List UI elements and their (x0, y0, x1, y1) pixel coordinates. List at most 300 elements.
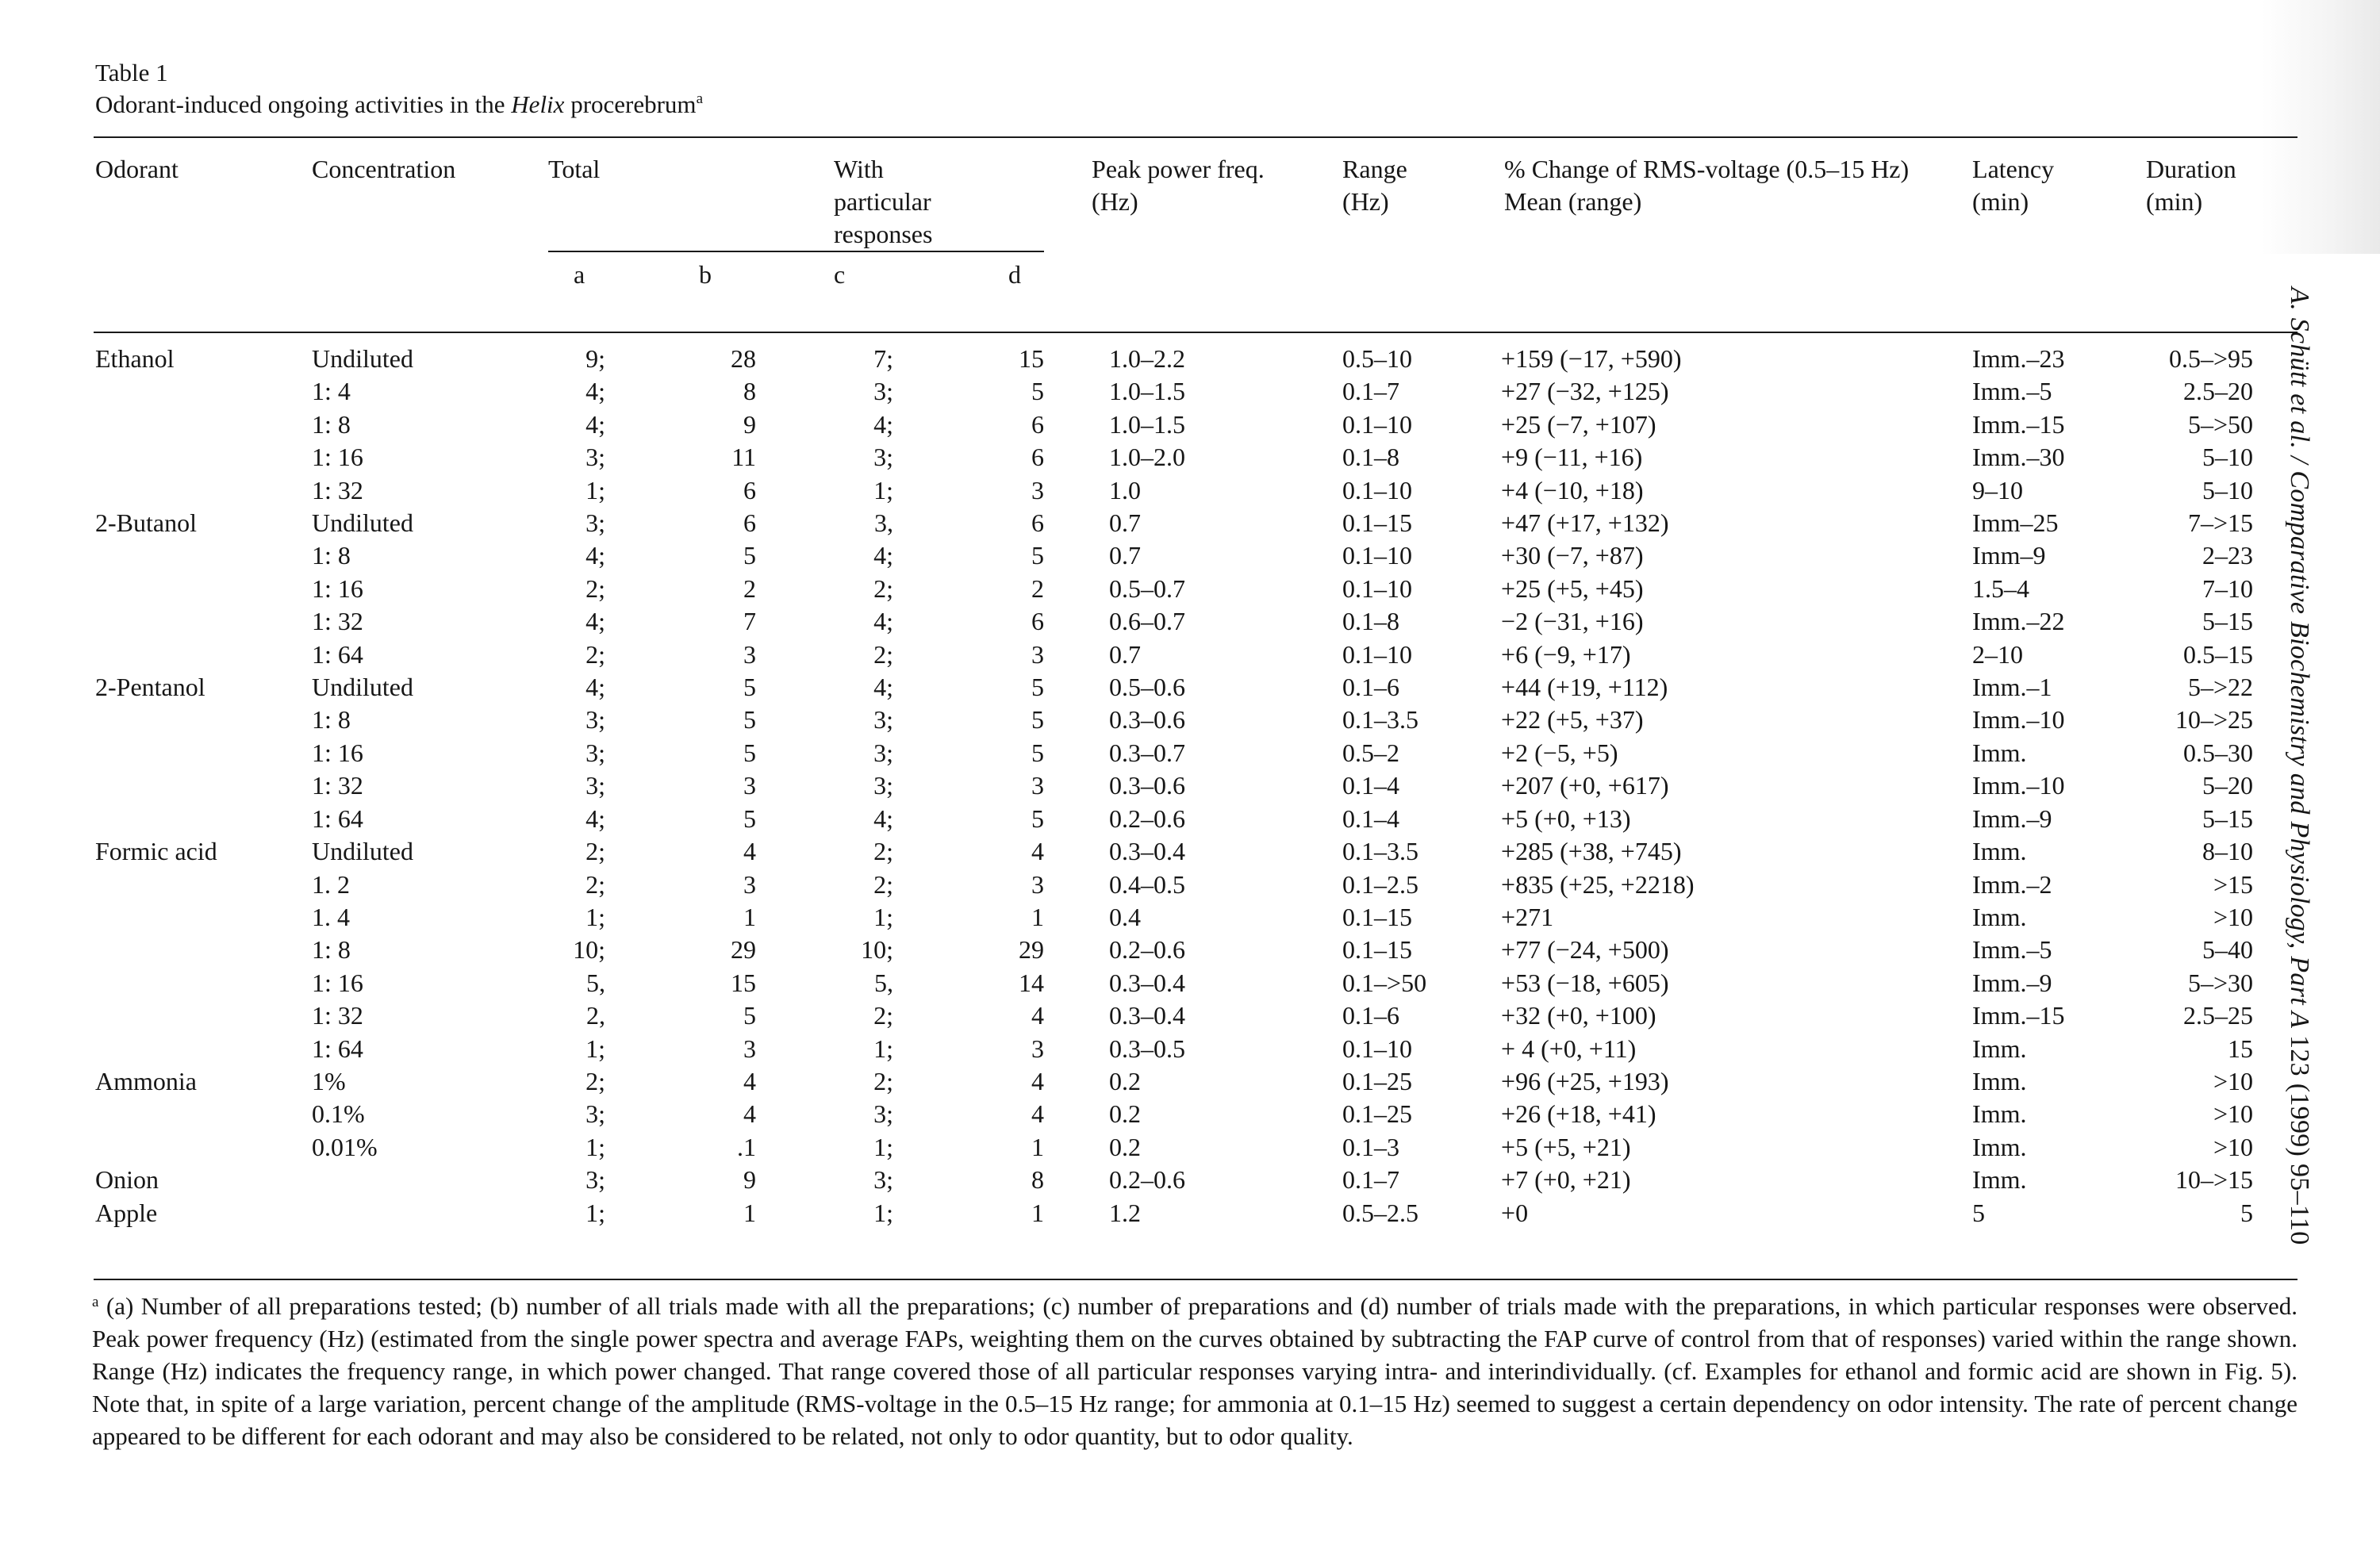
cell-range: 0.5–10 (1342, 344, 1413, 373)
cell-a: 4; (585, 377, 605, 406)
cell-b: 5 (743, 1001, 757, 1030)
cell-d: 6 (1031, 443, 1045, 472)
col-with-line3: responses (834, 220, 933, 248)
cell-b: 1 (743, 1198, 757, 1227)
cell-peak: 0.3–0.7 (1109, 738, 1186, 767)
cell-duration: 5–15 (2202, 804, 2254, 833)
table-row (95, 1033, 2297, 1065)
cell-rms: +285 (+38, +745) (1501, 837, 1682, 866)
cell-latency: Imm.–10 (1972, 705, 2065, 735)
cell-latency: Imm. (1972, 738, 2027, 767)
cell-odorant (95, 769, 312, 802)
subcol-c: c (834, 260, 846, 289)
cell-c: 2; (873, 1066, 894, 1095)
cell-latency: Imm.–15 (1972, 1001, 2065, 1030)
cell-latency: Imm.–23 (1972, 344, 2065, 373)
cell-d: 3 (1031, 475, 1045, 504)
cell-peak: 0.4 (1109, 902, 1142, 931)
cell-b: 6 (743, 508, 757, 538)
cell-concentration: 1: 32 (312, 607, 363, 636)
cell-duration: 5 (2240, 1198, 2254, 1227)
cell-peak: 0.4–0.5 (1109, 869, 1186, 899)
cell-d: 5 (1031, 673, 1045, 702)
cell-d: 5 (1031, 705, 1045, 735)
cell-a: 2; (585, 869, 605, 899)
table-row (95, 474, 2297, 507)
cell-odorant (95, 1033, 312, 1065)
cell-peak: 0.3–0.5 (1109, 1034, 1186, 1063)
cell-latency: Imm. (1972, 1099, 2027, 1129)
cell-a: 3; (585, 705, 605, 735)
cell-peak: 0.3–0.4 (1109, 837, 1186, 866)
cell-range: 0.1–>50 (1342, 968, 1427, 997)
cell-c: 2; (873, 837, 894, 866)
cell-b: 5 (743, 673, 757, 702)
cell-odorant (95, 1131, 312, 1164)
cell-odorant (95, 967, 312, 999)
cell-duration: 0.5–30 (2183, 738, 2254, 767)
cell-range: 0.1–10 (1342, 573, 1413, 603)
cell-a: 1; (585, 1132, 605, 1161)
col-total-label: Total (548, 155, 601, 183)
cell-concentration: 0.01% (312, 1132, 378, 1161)
table-row (95, 934, 2297, 966)
table-footnote (92, 1290, 2297, 1452)
cell-peak: 1.2 (1109, 1198, 1142, 1227)
running-head-citation: A. Schütt et al. / Comparative Biochemistry and Physiology, Part A (2285, 287, 2314, 1029)
table-label: Table 1 (95, 59, 168, 86)
cell-peak: 0.7 (1109, 508, 1142, 538)
cell-a: 4; (585, 804, 605, 833)
cell-rms: +835 (+25, +2218) (1501, 869, 1695, 899)
cell-a: 3; (585, 738, 605, 767)
cell-d: 3 (1031, 639, 1045, 669)
cell-c: 4; (873, 607, 894, 636)
cell-range: 0.1–7 (1342, 1165, 1400, 1195)
cell-c: 3; (873, 1099, 894, 1129)
col-rms-line2: Mean (range) (1504, 187, 1642, 216)
cell-c: 3; (873, 771, 894, 800)
cell-a: 9; (585, 344, 605, 373)
cell-rms: +2 (−5, +5) (1501, 738, 1618, 767)
cell-latency: Imm.–5 (1972, 935, 2052, 965)
cell-a: 5, (586, 968, 605, 997)
cell-peak: 0.2 (1109, 1132, 1142, 1161)
table-row (95, 769, 2297, 802)
cell-latency: 5 (1972, 1198, 1986, 1227)
table-row (95, 1098, 2297, 1130)
cell-range: 0.5–2.5 (1342, 1198, 1419, 1227)
table-row (95, 573, 2297, 605)
table-row (95, 1164, 2297, 1196)
cell-range: 0.1–3.5 (1342, 705, 1419, 735)
table-row (95, 869, 2297, 901)
cell-concentration: 1% (312, 1066, 346, 1095)
cell-d: 6 (1031, 508, 1045, 538)
cell-peak: 0.2–0.6 (1109, 935, 1186, 965)
cell-range: 0.1–8 (1342, 607, 1400, 636)
table-row (95, 375, 2297, 408)
cell-concentration: Undiluted (312, 673, 413, 702)
cell-odorant: Ethanol (95, 344, 175, 373)
cell-a: 3; (585, 443, 605, 472)
table-row (95, 967, 2297, 999)
col-concentration: Concentration (312, 155, 456, 183)
table-row (95, 835, 2297, 868)
cell-b: 8 (743, 377, 757, 406)
col-latency (1960, 147, 2130, 251)
cell-peak: 0.5–0.6 (1109, 673, 1186, 702)
cell-peak: 1.0–2.0 (1109, 443, 1186, 472)
cell-odorant (95, 901, 312, 934)
footnote-marker: a (92, 1294, 99, 1310)
cell-rms: +44 (+19, +112) (1501, 673, 1668, 702)
cell-range: 0.1–10 (1342, 409, 1413, 439)
cell-rms: +77 (−24, +500) (1501, 935, 1669, 965)
cell-rms: +53 (−18, +605) (1501, 968, 1669, 997)
cell-concentration: Undiluted (312, 344, 413, 373)
cell-a: 2; (585, 1066, 605, 1095)
table-row (95, 999, 2297, 1032)
cell-range: 0.1–3.5 (1342, 837, 1419, 866)
cell-d: 4 (1031, 837, 1045, 866)
cell-peak: 1.0–1.5 (1109, 377, 1186, 406)
cell-a: 3; (585, 508, 605, 538)
cell-odorant (95, 441, 312, 474)
cell-duration: 5–>50 (2187, 409, 2254, 439)
cell-duration: 5–>30 (2187, 968, 2254, 997)
cell-concentration: 1: 64 (312, 804, 363, 833)
cell-odorant (95, 934, 312, 966)
cell-odorant (95, 474, 312, 507)
table-row (95, 441, 2297, 474)
cell-c: 3; (873, 377, 894, 406)
cell-range: 0.1–10 (1342, 1034, 1413, 1063)
cell-range: 0.1–3 (1342, 1132, 1400, 1161)
cell-b: 9 (743, 409, 757, 439)
cell-duration: 15 (2228, 1034, 2254, 1063)
cell-peak: 0.3–0.6 (1109, 771, 1186, 800)
cell-peak: 0.2 (1109, 1099, 1142, 1129)
cell-c: 2; (873, 639, 894, 669)
cell-duration: >10 (2213, 1099, 2254, 1129)
cell-c: 7; (873, 344, 894, 373)
cell-range: 0.5–2 (1342, 738, 1400, 767)
cell-rms: +22 (+5, +37) (1501, 705, 1644, 735)
cell-range: 0.1–10 (1342, 541, 1413, 570)
cell-latency: Imm. (1972, 1165, 2027, 1195)
cell-a: 1; (585, 1198, 605, 1227)
col-total (548, 147, 834, 251)
cell-range: 0.1–4 (1342, 771, 1400, 800)
cell-concentration: 1: 64 (312, 639, 363, 669)
cell-concentration: 1: 16 (312, 443, 363, 472)
cell-rms: +25 (+5, +45) (1501, 573, 1644, 603)
cell-latency: 1.5–4 (1972, 573, 2030, 603)
cell-duration: 2–23 (2202, 541, 2254, 570)
cell-duration: >10 (2213, 902, 2254, 931)
cell-duration: 0.5–15 (2183, 639, 2254, 669)
cell-b: 28 (731, 344, 757, 373)
header-bottom-rule (94, 332, 2297, 333)
cell-b: 29 (731, 935, 757, 965)
cell-odorant (95, 539, 312, 572)
cell-latency: 9–10 (1972, 475, 2024, 504)
cell-range: 0.1–15 (1342, 935, 1413, 965)
cell-rms: +26 (+18, +41) (1501, 1099, 1656, 1129)
cell-peak: 1.0–2.2 (1109, 344, 1186, 373)
table-row (95, 1197, 2297, 1229)
cell-c: 5, (874, 968, 894, 997)
cell-d: 3 (1031, 771, 1045, 800)
cell-concentration: 1. 2 (312, 869, 350, 899)
cell-peak: 1.0–1.5 (1109, 409, 1186, 439)
table-row (95, 1065, 2297, 1098)
cell-d: 2 (1031, 573, 1045, 603)
cell-c: 4; (873, 804, 894, 833)
table-row (95, 311, 2297, 375)
cell-rms: +25 (−7, +107) (1501, 409, 1656, 439)
cell-latency: Imm–9 (1972, 541, 2046, 570)
cell-b: 5 (743, 804, 757, 833)
cell-duration: 2.5–20 (2183, 377, 2254, 406)
cell-b: 11 (731, 443, 757, 472)
cell-b: 5 (743, 541, 757, 570)
cell-c: 1; (873, 902, 894, 931)
table-bottom-rule (94, 1279, 2297, 1280)
cell-latency: Imm. (1972, 837, 2027, 866)
cell-peak: 0.7 (1109, 541, 1142, 570)
cell-duration: 5–10 (2202, 443, 2254, 472)
table-row (95, 737, 2297, 769)
cell-c: 4; (873, 673, 894, 702)
cell-d: 3 (1031, 1034, 1045, 1063)
cell-latency: Imm.–15 (1972, 409, 2065, 439)
cell-duration: 2.5–25 (2183, 1001, 2254, 1030)
col-peak (1044, 147, 1317, 251)
cell-rms: +5 (+5, +21) (1501, 1132, 1631, 1161)
cell-b: 4 (743, 1066, 757, 1095)
cell-odorant (95, 704, 312, 736)
cell-b: 4 (743, 1099, 757, 1129)
cell-d: 1 (1031, 1132, 1045, 1161)
col-duration (2130, 147, 2297, 251)
cell-odorant: Onion (95, 1165, 159, 1195)
cell-peak: 0.2–0.6 (1109, 804, 1186, 833)
cell-c: 3; (873, 705, 894, 735)
running-head-volume: 123 (1999) 95–110 (2285, 1028, 2314, 1245)
cell-d: 4 (1031, 1066, 1045, 1095)
cell-rms: +7 (+0, +21) (1501, 1165, 1631, 1195)
cell-c: 2; (873, 573, 894, 603)
cell-a: 4; (585, 607, 605, 636)
cell-concentration: 1: 4 (312, 377, 351, 406)
col-peak-line1: Peak power freq. (1092, 155, 1265, 183)
cell-rms: +4 (−10, +18) (1501, 475, 1644, 504)
table-title-footnote-marker: a (696, 90, 703, 107)
col-latency-line2: (min) (1972, 187, 2029, 216)
table-row (95, 639, 2297, 671)
cell-range: 0.1–2.5 (1342, 869, 1419, 899)
cell-odorant (95, 605, 312, 638)
cell-odorant (95, 1098, 312, 1130)
cell-c: 4; (873, 409, 894, 439)
cell-duration: 5–>22 (2187, 673, 2254, 702)
cell-b: 4 (743, 837, 757, 866)
cell-range: 0.1–10 (1342, 475, 1413, 504)
cell-rms: +0 (1501, 1198, 1529, 1227)
cell-b: 6 (743, 475, 757, 504)
cell-d: 15 (1019, 344, 1045, 373)
cell-odorant: Formic acid (95, 837, 217, 866)
cell-d: 8 (1031, 1165, 1045, 1195)
cell-rms: +159 (−17, +590) (1501, 344, 1682, 373)
table-row (95, 507, 2297, 539)
table-row (95, 803, 2297, 835)
cell-a: 4; (585, 673, 605, 702)
cell-concentration: Undiluted (312, 508, 413, 538)
cell-odorant: Apple (95, 1198, 158, 1227)
table-top-rule (94, 136, 2297, 138)
cell-b: 3 (743, 771, 757, 800)
cell-concentration (312, 1164, 548, 1196)
col-rms-line1: % Change of RMS-voltage (0.5–15 Hz) (1504, 155, 1910, 183)
cell-duration: >15 (2213, 869, 2254, 899)
cell-rms: +207 (+0, +617) (1501, 771, 1669, 800)
subcol-a: a (574, 260, 585, 289)
cell-peak: 0.5–0.7 (1109, 573, 1186, 603)
cell-latency: Imm.–22 (1972, 607, 2065, 636)
cell-odorant (95, 869, 312, 901)
cell-d: 5 (1031, 541, 1045, 570)
cell-d: 1 (1031, 902, 1045, 931)
cell-rms: +30 (−7, +87) (1501, 541, 1644, 570)
cell-d: 5 (1031, 738, 1045, 767)
cell-rms: +271 (1501, 902, 1554, 931)
cell-range: 0.1–4 (1342, 804, 1400, 833)
table-header (95, 147, 2297, 311)
table-title (95, 89, 703, 121)
cell-d: 3 (1031, 869, 1045, 899)
cell-concentration: 1: 8 (312, 541, 351, 570)
cell-latency: Imm.–9 (1972, 804, 2052, 833)
cell-rms: + 4 (+0, +11) (1501, 1034, 1637, 1063)
col-with-line1: With (834, 155, 884, 183)
cell-latency: Imm. (1972, 1066, 2027, 1095)
cell-rms: +27 (−32, +125) (1501, 377, 1669, 406)
cell-range: 0.1–25 (1342, 1099, 1413, 1129)
cell-peak: 0.7 (1109, 639, 1142, 669)
cell-rms: +9 (−11, +16) (1501, 443, 1643, 472)
cell-peak: 0.3–0.4 (1109, 968, 1186, 997)
cell-a: 4; (585, 409, 605, 439)
table-row (95, 1131, 2297, 1164)
cell-c: 2; (873, 869, 894, 899)
cell-duration: 5–10 (2202, 475, 2254, 504)
cell-b: 3 (743, 1034, 757, 1063)
table-title-suffix: procerebrum (564, 90, 697, 118)
col-duration-line1: Duration (2146, 155, 2236, 183)
cell-rms: +47 (+17, +132) (1501, 508, 1669, 538)
running-head (2284, 287, 2314, 1245)
cell-concentration: 1: 8 (312, 935, 351, 965)
table-row (95, 605, 2297, 638)
cell-a: 1; (585, 475, 605, 504)
cell-rms: +5 (+0, +13) (1501, 804, 1631, 833)
cell-peak: 0.2–0.6 (1109, 1165, 1186, 1195)
col-odorant: Odorant (95, 155, 178, 183)
cell-range: 0.1–7 (1342, 377, 1400, 406)
table-row (95, 704, 2297, 736)
cell-c: 3, (874, 508, 894, 538)
cell-concentration: 0.1% (312, 1099, 365, 1129)
cell-a: 2; (585, 639, 605, 669)
cell-odorant (95, 409, 312, 441)
cell-odorant: Ammonia (95, 1066, 197, 1095)
table-row (95, 539, 2297, 572)
cell-latency: Imm.–5 (1972, 377, 2052, 406)
cell-a: 3; (585, 771, 605, 800)
cell-latency: Imm.–30 (1972, 443, 2065, 472)
cell-b: 5 (743, 705, 757, 735)
cell-duration: 8–10 (2202, 837, 2254, 866)
cell-duration: 7–10 (2202, 573, 2254, 603)
cell-b: .1 (737, 1132, 757, 1161)
cell-range: 0.1–6 (1342, 673, 1400, 702)
cell-odorant: 2-Pentanol (95, 673, 205, 702)
cell-range: 0.1–15 (1342, 508, 1413, 538)
cell-concentration: 1: 16 (312, 738, 363, 767)
cell-rms: +32 (+0, +100) (1501, 1001, 1656, 1030)
cell-c: 3; (873, 738, 894, 767)
cell-b: 7 (743, 607, 757, 636)
cell-b: 1 (743, 902, 757, 931)
cell-range: 0.1–8 (1342, 443, 1400, 472)
col-rms (1476, 147, 1960, 251)
data-table (95, 147, 2297, 1229)
cell-peak: 0.3–0.4 (1109, 1001, 1186, 1030)
table-body (95, 311, 2297, 1229)
cell-c: 2; (873, 1001, 894, 1030)
cell-peak: 1.0 (1109, 475, 1142, 504)
cell-concentration (312, 1197, 548, 1229)
cell-a: 3; (585, 1099, 605, 1129)
col-with-particular (834, 147, 1044, 251)
cell-rms: −2 (−31, +16) (1501, 607, 1644, 636)
table-title-prefix: Odorant-induced ongoing activities in the (95, 90, 512, 118)
cell-concentration: 1: 16 (312, 573, 363, 603)
cell-d: 6 (1031, 409, 1045, 439)
cell-duration: 0.5–>95 (2168, 344, 2254, 373)
cell-rms: +6 (−9, +17) (1501, 639, 1631, 669)
cell-d: 4 (1031, 1099, 1045, 1129)
cell-range: 0.1–25 (1342, 1066, 1413, 1095)
cell-a: 1; (585, 902, 605, 931)
table-row (95, 671, 2297, 704)
cell-latency: Imm. (1972, 902, 2027, 931)
cell-d: 5 (1031, 804, 1045, 833)
cell-concentration: 1: 16 (312, 968, 363, 997)
cell-a: 3; (585, 1165, 605, 1195)
cell-concentration: Undiluted (312, 837, 413, 866)
cell-odorant (95, 737, 312, 769)
cell-duration: 10–>15 (2175, 1165, 2254, 1195)
cell-latency: Imm. (1972, 1034, 2027, 1063)
cell-d: 5 (1031, 377, 1045, 406)
cell-concentration: 1. 4 (312, 902, 350, 931)
cell-peak: 0.2 (1109, 1066, 1142, 1095)
col-range (1317, 147, 1476, 251)
